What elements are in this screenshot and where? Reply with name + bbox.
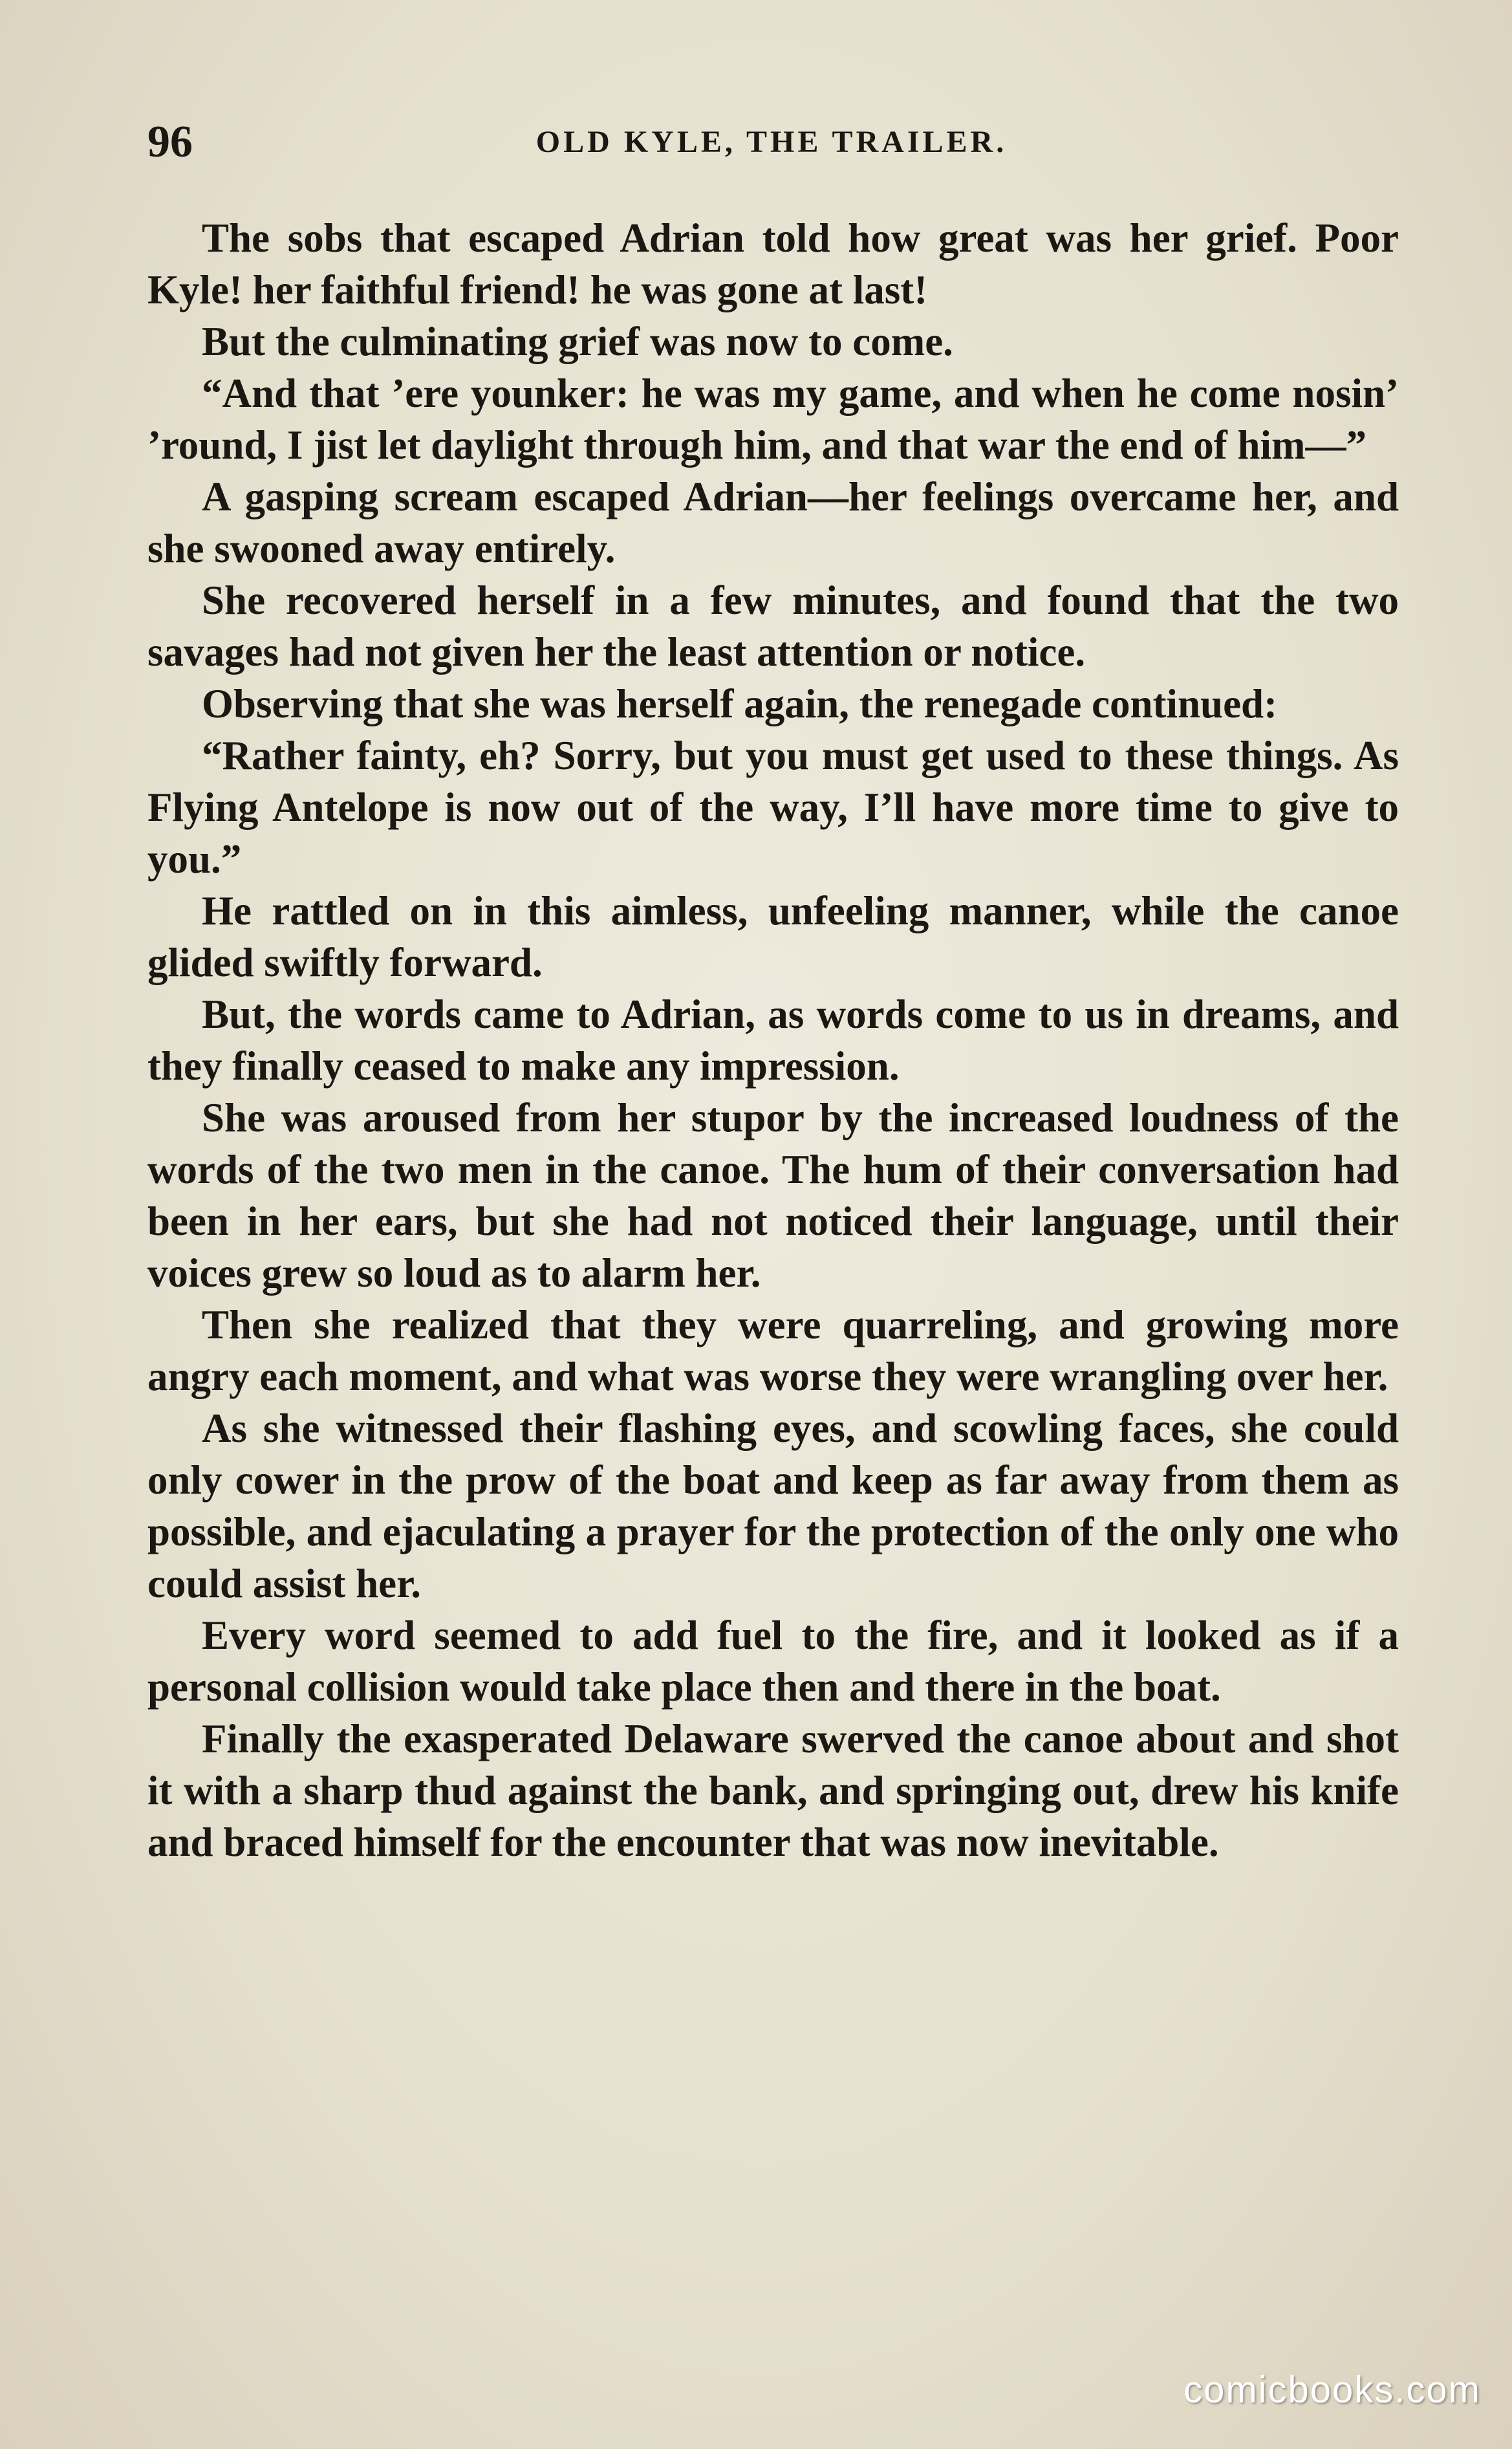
body-text xyxy=(147,212,1399,1868)
paragraph: But, the words came to Adrian, as words come to us in dreams, and they finally ceased to make any impression. xyxy=(147,992,1399,1089)
paragraph: Observing that she was herself again, the renegade continued: xyxy=(202,681,1278,726)
page-header xyxy=(147,110,1396,175)
paragraph: “And that ’ere younker: he was my game, and when he come nosin’ ’round, I jist let daylight through him, and that war the end of him—” xyxy=(147,371,1399,468)
paragraph: Every word seemed to add fuel to the fire, and it looked as if a personal collision would take place then and there in the boat. xyxy=(147,1613,1399,1710)
paragraph: She recovered herself in a few minutes, and found that the two savages had not given her the least attention or notice. xyxy=(147,578,1399,675)
paragraph: A gasping scream escaped Adrian—her feelings overcame her, and she swooned away entirely. xyxy=(147,474,1399,571)
page-number: 96 xyxy=(147,117,193,167)
paragraph: Finally the exasperated Delaware swerved the canoe about and shot it with a sharp thud against the bank, and springing out, drew his knife and braced himself for the encounter that was now inevitable. xyxy=(147,1716,1399,1865)
paragraph: The sobs that escaped Adrian told how great was her grief. Poor Kyle! her faithful friend! he was gone at last! xyxy=(147,215,1399,312)
paragraph: She was aroused from her stupor by the increased loudness of the words of the two men in the canoe. The hum of their conversation had been in her ears, but she had not noticed their language, until their voices grew so loud as to alarm her. xyxy=(147,1095,1399,1296)
paragraph: As she witnessed their flashing eyes, and scowling faces, she could only cower in the prow of the boat and keep as far away from them as possible, and ejaculating a prayer for the protection of the only one who could assist her. xyxy=(147,1406,1399,1606)
paragraph: “Rather fainty, eh? Sorry, but you must get used to these things. As Flying Antelope is now out of the way, I’ll have more time to give to you.” xyxy=(147,733,1399,882)
watermark: comicbooks.com xyxy=(1183,2369,1481,2411)
running-title: OLD KYLE, THE TRAILER. xyxy=(535,125,1008,159)
paragraph: But the culminating grief was now to come. xyxy=(202,319,953,364)
paragraph: He rattled on in this aimless, unfeeling manner, while the canoe glided swiftly forward. xyxy=(147,888,1399,985)
paragraph: Then she realized that they were quarreling, and growing more angry each moment, and what was worse they were wrangling over her. xyxy=(147,1302,1399,1399)
